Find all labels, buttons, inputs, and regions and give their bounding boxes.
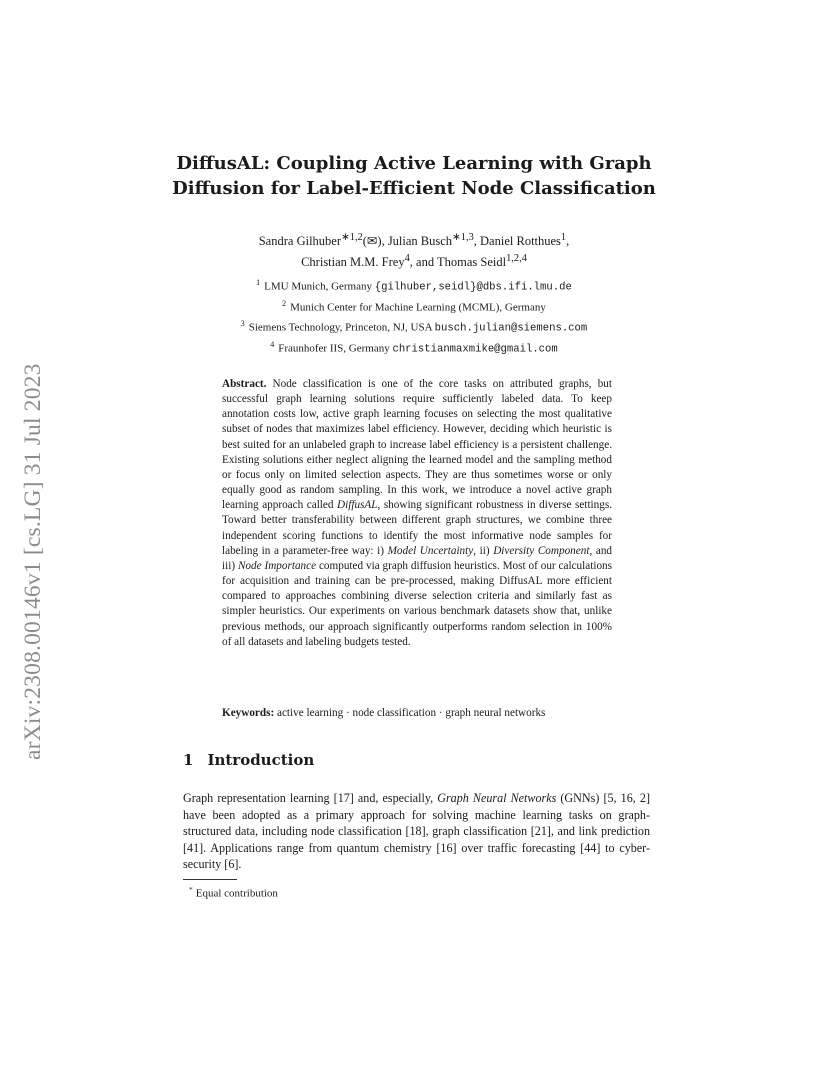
- abstract-text: , and iii): [222, 544, 613, 572]
- author-list: [0, 229, 828, 271]
- affiliation-4: [0, 337, 828, 358]
- author-superscript: ∗1,2: [341, 232, 363, 243]
- affiliation-3: [0, 316, 828, 337]
- section-number: 1: [183, 751, 194, 769]
- intro-text: Graph representation learning [17] and, especially,: [183, 791, 438, 805]
- abstract-label: Abstract.: [222, 378, 267, 390]
- author-line-2: Christian M.M. Frey$^4$, and Thomas Seidl$^{1,2,4}$: [301, 253, 527, 270]
- abstract-text: Node classification is one of the core tasks on attributed graphs, but successful graph learning solutions require sufficiently labeled data. To keep annotation costs low, active graph learning focuses on selecting the most qualitative subset of nodes that maximizes label efficiency. However, deciding which heuristic is best suited for an unlabeled graph to increase label efficiency is a persistent challenge. Existing solutions either neglect aligning the learned model and the sampling method or focus only on limited selection aspects. They are thus sometimes worse or only equally good as random sampling. In this work, we introduce a novel active graph learning approach called: [222, 378, 612, 512]
- intro-paragraph: [183, 790, 650, 873]
- affiliation-text: LMU Munich, Germany: [264, 280, 372, 293]
- author-superscript: 1,2,4: [506, 253, 527, 265]
- abstract-text: , ii): [473, 544, 494, 557]
- intro-text: (GNNs) [5, 16, 2] have been adopted as a primary approach for solving machine learning tasks on graph-structured data, including node classification [18], graph classification [21], and link prediction [41]. Applications range from quantum chemistry [16] over traffic forecasting [44] to cyber-security [6].: [183, 791, 650, 872]
- abstract-emphasis: Diversity Component: [493, 544, 590, 557]
- author-superscript: ∗1,3: [452, 232, 474, 243]
- author-name: Julian Busch: [387, 234, 453, 249]
- affiliation-2: [0, 296, 828, 316]
- affiliation-text: Fraunhofer IIS, Germany: [278, 342, 390, 355]
- affiliation-email[interactable]: busch.julian@siemens.com: [434, 322, 588, 335]
- affiliation-text: Munich Center for Machine Learning (MCML), Germany: [290, 301, 546, 314]
- section-title: Introduction: [207, 751, 315, 769]
- abstract-emphasis: Model Uncertainty: [387, 544, 474, 557]
- abstract: [222, 377, 612, 650]
- footnote-mark: *: [189, 885, 193, 894]
- affiliation-text: Siemens Technology, Princeton, NJ, USA: [248, 321, 432, 334]
- affiliation-email[interactable]: christianmaxmike@gmail.com: [392, 343, 558, 356]
- footnote-rule: [183, 879, 237, 880]
- abstract-emphasis: Node Importance: [237, 559, 317, 572]
- affiliation-number: 2: [282, 298, 287, 308]
- author-name: Christian M.M. Frey: [301, 255, 405, 270]
- keywords-label: Keywords:: [222, 707, 275, 719]
- abstract-text: , showing significant robustness in diverse settings. Toward better transferability between different graph structures, we combine three independent scoring functions to identify the most informative node samples for labeling in a parameter-free way: i): [222, 499, 612, 557]
- title-line-1: DiffusAL: Coupling Active Learning with Graph: [176, 153, 652, 174]
- footnote-text: Equal contribution: [195, 887, 278, 900]
- affiliation-number: 4: [270, 339, 275, 349]
- affiliation-number: 3: [240, 318, 245, 328]
- arxiv-identifier: arXiv:2308.00146v1 [cs.LG] 31 Jul 2023: [20, 363, 46, 760]
- affiliation-email[interactable]: {gilhuber,seidl}@dbs.ifi.lmu.de: [374, 281, 572, 294]
- footnote: [189, 885, 278, 900]
- author-name: Sandra Gilhuber: [258, 234, 342, 249]
- keywords-text: active learning · node classification · graph neural networks: [274, 707, 546, 719]
- affiliation-list: [0, 275, 828, 357]
- author-name: Thomas Seidl: [437, 255, 507, 270]
- affiliation-1: [0, 275, 828, 296]
- author-superscript: 4: [404, 253, 410, 265]
- paper-title: [0, 151, 828, 201]
- author-line-1: Sandra Gilhuber$^{∗1,2}$(✉), Julian Busch$^{∗1,3}$, Daniel Rotthues$^1$,: [258, 232, 570, 249]
- abstract-text: computed via graph diffusion heuristics. Most of our calculations for acquisition and training can be pre-processed, making DiffusAL more efficient compared to approaches combining diverse selection criteria and similarly fast as simpler heuristics. Our experiments on various benchmark datasets show that, unlike previous methods, our approach significantly outperforms random selection in 100% of all datasets and labeling budgets tested.: [222, 559, 612, 648]
- intro-emphasis: Graph Neural Networks: [437, 791, 557, 805]
- section-heading: [183, 751, 314, 769]
- author-conjunction: and: [416, 255, 435, 270]
- corresponding-author-mail-icon: (✉): [362, 234, 382, 249]
- author-superscript: 1: [560, 232, 567, 243]
- author-name: Daniel Rotthues: [480, 234, 561, 249]
- affiliation-number: 1: [256, 278, 261, 287]
- title-line-2: Diffusion for Label-Efficient Node Classification: [172, 178, 656, 199]
- abstract-emphasis: DiffusAL: [337, 499, 378, 512]
- keywords: [222, 707, 622, 719]
